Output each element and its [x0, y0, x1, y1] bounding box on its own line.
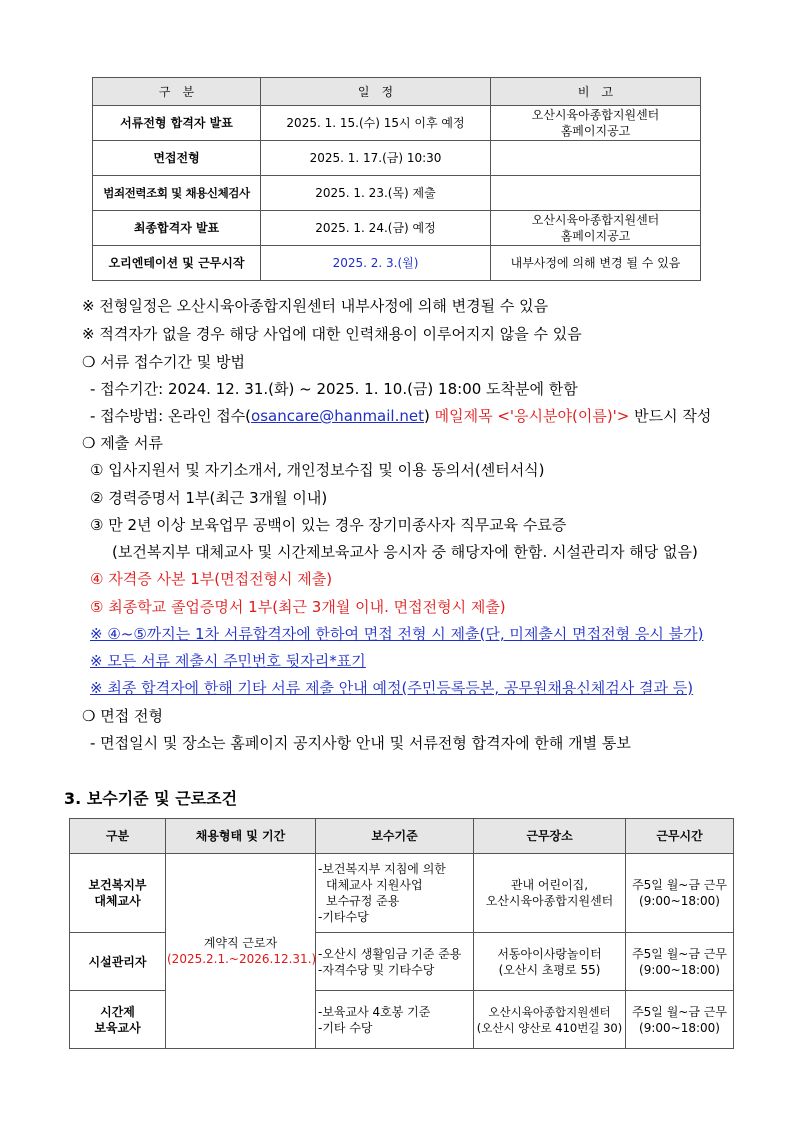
documents-title: ❍ 제출 서류	[82, 434, 163, 452]
schedule-date: 2025. 1. 24.(금) 예정	[261, 211, 491, 246]
schedule-row	[93, 246, 701, 281]
pay-place-line: 오산시육아종합지원센터	[485, 894, 614, 908]
document-item: ⑤ 최종학교 졸업증명서 1부(최근 3개월 이내. 면접전형시 제출)	[90, 598, 506, 616]
schedule-label: 범죄전력조회 및 채용신체검사	[93, 176, 261, 211]
schedule-date: 2025. 1. 17.(금) 10:30	[261, 141, 491, 176]
pay-hours-line: 주5일 월~금 근무	[632, 878, 727, 892]
schedule-row	[93, 106, 701, 141]
pay-place-line: 서동아이사랑놀이터	[497, 946, 602, 961]
pay-employment-period: (2025.2.1.~2026.12.31.)	[167, 952, 317, 966]
pay-place-line: (오산시 초평로 55)	[498, 962, 601, 977]
pay-category-line: 시설관리자	[88, 954, 147, 969]
schedule-note	[491, 176, 701, 211]
pay-header-category: 구분	[70, 819, 166, 854]
schedule-label: 오리엔테이션 및 근무시작	[93, 246, 261, 281]
pay-header-hours: 근무시간	[626, 819, 734, 854]
reception-method	[90, 406, 711, 426]
pay-employment	[166, 854, 316, 1049]
pay-hours-line: 주5일 월~금 근무	[632, 946, 727, 961]
pay-category-line: 보건복지부	[88, 878, 147, 892]
schedule-date: 2025. 2. 3.(월)	[261, 246, 491, 281]
schedule-header-note: 비 고	[491, 78, 701, 106]
document-item-sub: (보건복지부 대체교사 및 시간제보육교사 응시자 중 해당자에 한함. 시설관리자 해당 없음)	[112, 543, 698, 561]
document-item: ② 경력증명서 1부(최근 3개월 이내)	[90, 489, 328, 507]
reception-period: - 접수기간: 2024. 12. 31.(화) ~ 2025. 1. 10.(금) 18:00 도착분에 한함	[90, 380, 578, 398]
schedule-row	[93, 141, 701, 176]
schedule-note	[491, 246, 701, 281]
schedule-note	[491, 211, 701, 246]
reception-method-prefix: - 접수방법: 온라인 접수(	[90, 407, 252, 425]
document-item: ③ 만 2년 이상 보육업무 공백이 있는 경우 장기미종사자 직무교육 수료증	[90, 516, 567, 534]
pay-category-line: 보육교사	[94, 1020, 141, 1035]
pay-category	[70, 854, 166, 933]
pay-standard	[316, 854, 474, 933]
schedule-note-line: 내부사정에 의해 변경 될 수 있음	[510, 256, 681, 270]
pay-table	[69, 818, 734, 1049]
pay-standard-line: 보수규정 준용	[326, 894, 400, 908]
pay-category-line: 시간제	[100, 1004, 135, 1019]
pay-header-employment: 채용형태 및 기간	[166, 819, 316, 854]
interview-title: ❍ 면접 전형	[82, 707, 163, 725]
document-note: ※ 모든 서류 제출시 주민번호 뒷자리*표기	[90, 652, 366, 670]
pay-header-pay: 보수기준	[316, 819, 474, 854]
pay-category-line: 대체교사	[94, 894, 141, 908]
schedule-change-note: ※ 전형일정은 오산시육아종합지원센터 내부사정에 의해 변경될 수 있음	[82, 297, 549, 315]
pay-hours-line: (9:00~18:00)	[639, 962, 720, 977]
pay-standard-line: -오산시 생활임금 기준 준용	[318, 946, 462, 961]
pay-standard	[316, 991, 474, 1049]
schedule-note-line: 오산시육아종합지원센터	[531, 108, 660, 122]
schedule-note	[491, 141, 701, 176]
schedule-row	[93, 211, 701, 246]
pay-standard-line: -기타수당	[318, 910, 369, 924]
email-link[interactable]: osancare@hanmail.net	[251, 407, 424, 425]
pay-header-row	[70, 819, 734, 854]
interview-desc: - 면접일시 및 장소는 홈페이지 공지사항 안내 및 서류전형 합격자에 한해 개별 통보	[90, 734, 631, 752]
pay-hours-line: 주5일 월~금 근무	[632, 1004, 727, 1019]
pay-hours-line: (9:00~18:00)	[639, 894, 720, 908]
schedule-table	[92, 77, 701, 281]
pay-place-line: 관내 어린이집,	[510, 878, 589, 892]
schedule-header-row	[93, 78, 701, 106]
pay-hours	[626, 933, 734, 991]
pay-header-place: 근무장소	[474, 819, 626, 854]
pay-category	[70, 933, 166, 991]
schedule-note-line: 오산시육아종합지원센터	[531, 213, 660, 227]
pay-category	[70, 991, 166, 1049]
schedule-note-line: 홈페이지공고	[560, 124, 631, 138]
document-note: ※ ④~⑤까지는 1차 서류합격자에 한하여 면접 전형 시 제출(단, 미제출시 면접전형 응시 불가)	[90, 625, 704, 643]
pay-place-line: 오산시육아종합지원센터	[488, 1004, 611, 1019]
reception-method-mid: )	[423, 407, 430, 425]
pay-hours	[626, 854, 734, 933]
pay-place	[474, 933, 626, 991]
document-note: ※ 최종 합격자에 한해 기타 서류 제출 안내 예정(주민등록등본, 공무원채용신체검사 결과 등)	[90, 679, 694, 697]
no-qualified-note: ※ 적격자가 없을 경우 해당 사업에 대한 인력채용이 이루어지지 않을 수 있음	[82, 325, 582, 343]
schedule-date: 2025. 1. 15.(수) 15시 이후 예정	[261, 106, 491, 141]
document-item: ① 입사지원서 및 자기소개서, 개인정보수집 및 이용 동의서(센터서식)	[90, 461, 545, 479]
section-title: 3. 보수기준 및 근로조건	[64, 789, 238, 808]
pay-place-line: (오산시 양산로 410번길 30)	[476, 1020, 623, 1035]
pay-place	[474, 991, 626, 1049]
schedule-note	[491, 106, 701, 141]
schedule-label: 면접전형	[93, 141, 261, 176]
pay-employment-type: 계약직 근로자	[203, 936, 278, 950]
schedule-header-date: 일 정	[261, 78, 491, 106]
pay-standard	[316, 933, 474, 991]
pay-row	[70, 854, 734, 933]
pay-standard-line: -자격수당 및 기타수당	[318, 962, 435, 977]
pay-hours-line: (9:00~18:00)	[639, 1020, 720, 1035]
document-item: ④ 자격증 사본 1부(면접전형시 제출)	[90, 570, 333, 588]
schedule-row	[93, 176, 701, 211]
schedule-note-line: 홈페이지공고	[560, 229, 631, 243]
pay-place	[474, 854, 626, 933]
email-subject-format: 메일제목 <'응시분야(이름)'>	[429, 407, 630, 425]
pay-standard-line: -보건복지부 지침에 의한	[318, 862, 446, 876]
schedule-label: 서류전형 합격자 발표	[93, 106, 261, 141]
reception-method-suffix: 반드시 작성	[629, 407, 712, 425]
pay-standard-line: 대체교사 지원사업	[326, 878, 423, 892]
schedule-label: 최종합격자 발표	[93, 211, 261, 246]
schedule-date: 2025. 1. 23.(목) 제출	[261, 176, 491, 211]
pay-standard-line: -보육교사 4호봉 기준	[318, 1004, 431, 1019]
pay-standard-line: -기타 수당	[318, 1020, 373, 1035]
reception-title: ❍ 서류 접수기간 및 방법	[82, 353, 245, 371]
pay-hours	[626, 991, 734, 1049]
schedule-header-category: 구 분	[93, 78, 261, 106]
